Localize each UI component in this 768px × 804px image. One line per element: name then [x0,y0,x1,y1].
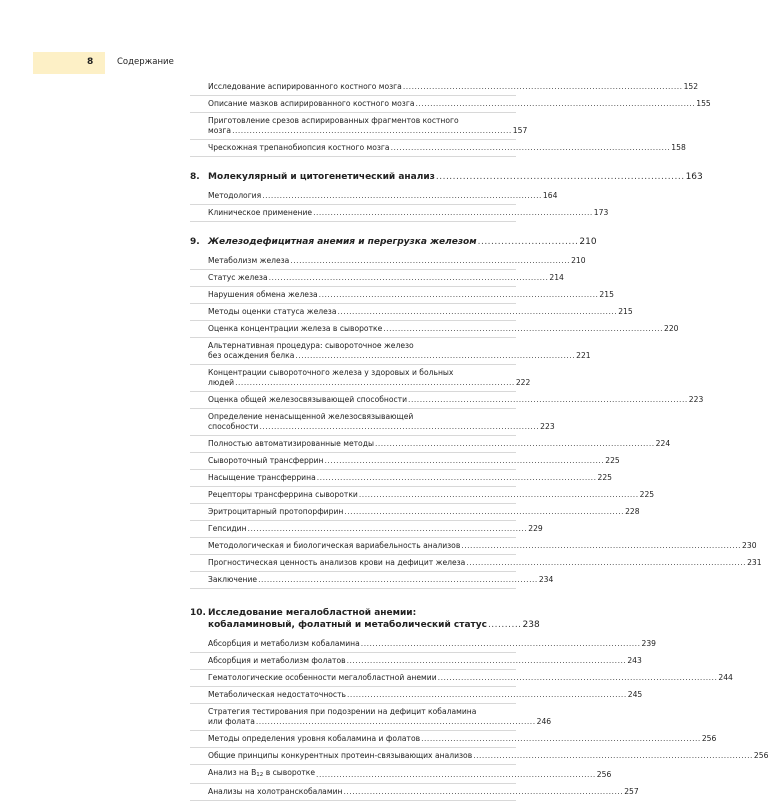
toc-entry[interactable]: Абсорбция и метаболизм фолатов ................................................................................................ 243 [190,656,516,670]
toc-entry[interactable]: Методология ................................................................................................ 164 [190,191,516,205]
toc-entry[interactable]: Нарушения обмена железа ................................................................................................ 215 [190,290,516,304]
chapter-heading[interactable]: 9. Железодефицитная анемия и перегрузка железом .............................. 210 [190,237,597,247]
toc-entry[interactable]: Описание мазков аспирированного костного мозга ................................................................................................ 155 [190,99,516,113]
toc-entry[interactable]: Эритроцитарный протопорфирин ................................................................................................ 228 [190,507,516,521]
toc-entry[interactable]: Определение ненасыщенной железосвязывающей способности ................................................................................................ 223 [190,412,516,436]
toc-entry[interactable]: Стратегия тестирования при подозрении на дефицит кобаламина или фолата ................................................................................................ 246 [190,707,516,731]
toc-entry[interactable]: Методологическая и биологическая вариабельность анализов ................................................................................................ 230 [190,541,516,555]
table-of-contents [190,82,768,804]
toc-entry[interactable]: Статус железа ................................................................................................ 214 [190,273,516,287]
toc-entry[interactable]: Общие принципы конкурентных протеин-связывающих анализов ................................................................................................ 256 [190,751,516,765]
chapter-heading[interactable]: 8. Молекулярный и цитогенетический анализ .......................................................................... 163 [190,172,703,182]
toc-entry[interactable]: Гематологические особенности мегалобластной анемии ................................................................................................ 244 [190,673,516,687]
toc-entry[interactable]: Оценка общей железосвязывающей способности ................................................................................................ 223 [190,395,516,409]
toc-entry[interactable]: Прогностическая ценность анализов крови на дефицит железа ................................................................................................ 231 [190,558,516,572]
toc-entry[interactable]: Полностью автоматизированные методы ................................................................................................ 224 [190,439,516,453]
chapter-heading[interactable]: 10. Исследование мегалобластной анемии: кобаламиновый, фолатный и метаболический статус .......... 238 [190,608,540,630]
toc-entry[interactable]: Абсорбция и метаболизм кобаламина ................................................................................................ 239 [190,639,516,653]
toc-entry[interactable]: Метаболическая недостаточность ................................................................................................ 245 [190,690,516,704]
toc-entry[interactable]: Клиническое применение ................................................................................................ 173 [190,208,516,222]
toc-entry[interactable]: Анализ на $B_{12}$ в сыворотке ................................................................................................ 256 [190,768,516,784]
toc-entry[interactable]: Рецепторы трансферрина сыворотки ................................................................................................ 225 [190,490,516,504]
toc-entry[interactable]: Чрескожная трепанобиопсия костного мозга ................................................................................................ 158 [190,143,516,157]
toc-entry[interactable]: Оценка концентрации железа в сыворотке ................................................................................................ 220 [190,324,516,338]
toc-entry[interactable]: Методы определения уровня кобаламина и фолатов ................................................................................................ 256 [190,734,516,748]
toc-entry[interactable]: Концентрации сывороточного железа у здоровых и больных людей ................................................................................................ 222 [190,368,516,392]
toc-entry[interactable]: Заключение ................................................................................................ 234 [190,575,516,589]
toc-entry[interactable]: Методы оценки статуса железа ................................................................................................ 215 [190,307,516,321]
toc-entry[interactable]: Альтернативная процедура: сывороточное железо без осаждения белка ................................................................................................ 221 [190,341,516,365]
toc-entry[interactable]: Приготовление срезов аспирированных фрагментов костного мозга ................................................................................................ 157 [190,116,516,140]
toc-entry[interactable]: Анализы на холотранскобаламин ................................................................................................ 257 [190,787,516,801]
toc-entry[interactable]: Метаболизм железа ................................................................................................ 210 [190,256,516,270]
header-tab [33,52,105,74]
toc-entry[interactable]: Сывороточный трансферрин ................................................................................................ 225 [190,456,516,470]
running-header: Содержание [117,57,174,67]
toc-entry[interactable]: Насыщение трансферрина ................................................................................................ 225 [190,473,516,487]
toc-entry[interactable]: Гепсидин ................................................................................................ 229 [190,524,516,538]
toc-entry[interactable]: Исследование аспирированного костного мозга ................................................................................................ 152 [190,82,516,96]
page-number: 8 [87,57,94,67]
